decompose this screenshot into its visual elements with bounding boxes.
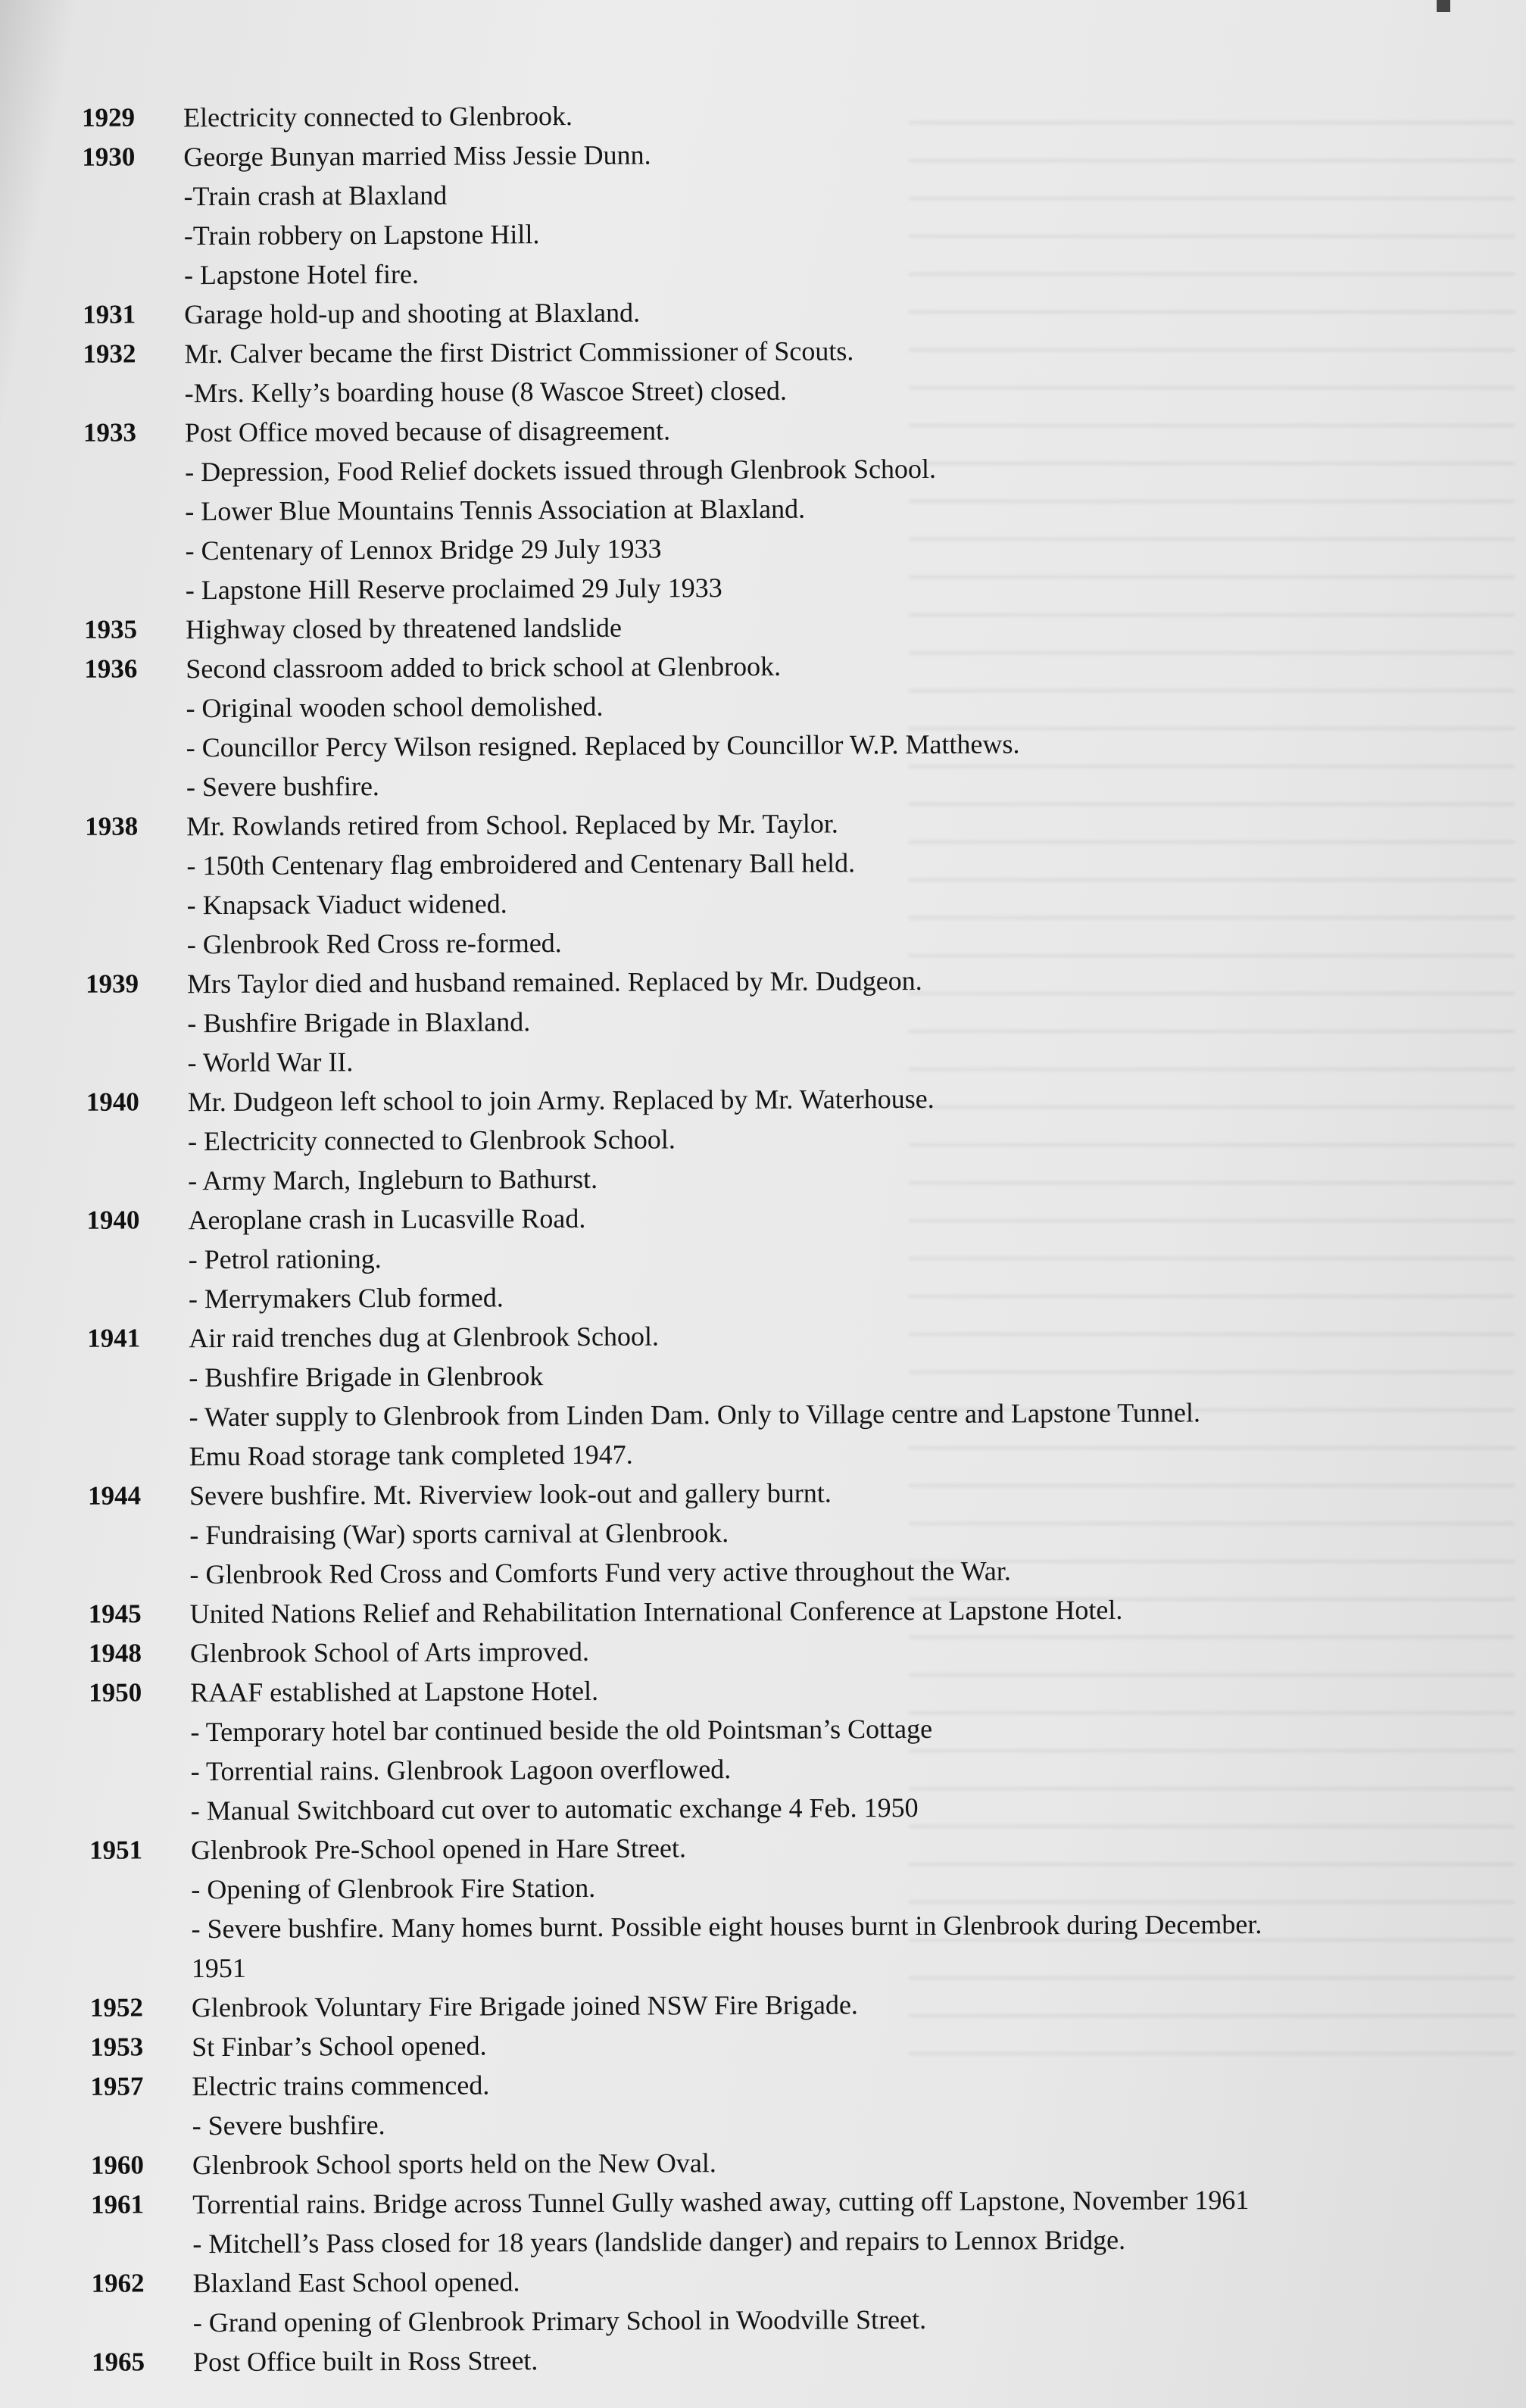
timeline-entry	[48, 801, 1503, 965]
entry-year: 1950	[89, 1677, 142, 1708]
entry-year: 1933	[83, 417, 137, 448]
entry-events	[192, 2140, 1509, 2185]
entry-events	[183, 132, 1500, 295]
timeline-entry	[46, 289, 1500, 335]
event-line: - Torrential rains. Glenbrook Lagoon overflowed.	[190, 1754, 732, 1787]
event-line: - Severe bushfire.	[186, 771, 379, 803]
event-line: Electric trains commenced.	[192, 2070, 490, 2102]
entry-events	[190, 1589, 1506, 1634]
event-line: Glenbrook Pre-School opened in Hare Street.	[191, 1833, 687, 1866]
event-line: - Glenbrook Red Cross re-formed.	[186, 928, 562, 960]
event-line: Mr. Calver became the first District Commissioner of Scouts.	[184, 335, 854, 370]
event-line: - Lower Blue Mountains Tennis Association at Blaxland.	[185, 493, 806, 527]
entry-year: 1938	[85, 811, 139, 841]
event-line: Second classroom added to brick school at Glenbrook.	[186, 650, 782, 685]
entry-events	[192, 2022, 1508, 2067]
timeline-list	[45, 92, 1509, 2382]
timeline-entry	[45, 92, 1499, 138]
timeline-entry	[55, 2179, 1509, 2264]
event-line: - Opening of Glenbrook Fire Station.	[191, 1872, 596, 1905]
entry-events	[186, 801, 1503, 965]
entry-year: 1930	[82, 142, 136, 172]
event-line: Mr. Dudgeon left school to join Army. Replaced by Mr. Waterhouse.	[187, 1083, 935, 1118]
entry-events	[188, 1195, 1505, 1319]
event-line: - Merrymakers Club formed.	[188, 1282, 504, 1315]
entry-year: 1945	[88, 1599, 142, 1629]
event-line: - Severe bushfire. Many homes burnt. Possible eight houses burnt in Glenbrook during December.	[191, 1909, 1262, 1945]
timeline-entry	[55, 2140, 1509, 2185]
timeline-entry	[46, 329, 1500, 413]
event-line: - Glenbrook Red Cross and Comforts Fund very active throughout the War.	[189, 1555, 1011, 1590]
timeline-entry	[51, 1471, 1506, 1595]
entry-events	[190, 1628, 1506, 1673]
event-line: RAAF established at Lapstone Hotel.	[190, 1675, 599, 1708]
timeline-entry	[55, 2258, 1509, 2343]
event-line: Electricity connected to Glenbrook.	[183, 100, 573, 133]
entry-year: 1940	[86, 1087, 139, 1117]
event-line: Glenbrook Voluntary Fire Brigade joined NSW Fire Brigade.	[191, 1989, 858, 2023]
entry-events	[186, 604, 1502, 650]
event-line: - Water supply to Glenbrook from Linden Dam. Only to Village centre and Lapstone Tunnel.	[189, 1397, 1201, 1433]
entry-events	[184, 289, 1500, 335]
entry-year: 1952	[89, 1992, 144, 2023]
event-line: - Grand opening of Glenbrook Primary School in Woodville Street.	[192, 2304, 927, 2338]
entry-year: 1941	[87, 1323, 141, 1353]
entry-events	[191, 1825, 1508, 1988]
event-line: Post Office built in Ross Street.	[192, 2345, 538, 2378]
event-line: - Bushfire Brigade in Blaxland.	[187, 1006, 531, 1039]
event-line: Glenbrook School of Arts improved.	[189, 1636, 589, 1669]
entry-year: 1935	[83, 614, 138, 644]
entry-year: 1960	[90, 2150, 144, 2180]
timeline-entry	[54, 2022, 1508, 2067]
timeline-entry	[50, 1195, 1505, 1319]
event-line: - Fundraising (War) sports carnival at Glenbrook.	[189, 1517, 729, 1551]
event-line: - Mitchell’s Pass closed for 18 years (landslide danger) and repairs to Lennox Bridge.	[192, 2224, 1126, 2260]
corner-mark	[1437, 0, 1450, 12]
entry-year: 1951	[89, 1835, 143, 1865]
entry-events	[187, 959, 1504, 1083]
event-line: Mrs Taylor died and husband remained. Replaced by Mr. Dudgeon.	[187, 965, 922, 1000]
timeline-entry	[53, 1825, 1508, 1988]
entry-events	[186, 644, 1503, 807]
entry-events	[192, 2061, 1508, 2146]
entry-events	[192, 2258, 1509, 2343]
entry-year: 1939	[86, 969, 139, 999]
event-line: Post Office moved because of disagreement.	[184, 415, 671, 448]
event-line: - Petrol rationing.	[188, 1243, 382, 1275]
timeline-entry	[51, 1313, 1506, 1477]
event-line: - Severe bushfire.	[192, 2110, 385, 2141]
entry-year: 1962	[91, 2268, 145, 2298]
event-line: 1951	[191, 1952, 246, 1984]
entry-events	[189, 1313, 1506, 1477]
event-line: -Train crash at Blaxland	[183, 179, 448, 212]
entry-year: 1953	[90, 2032, 144, 2062]
event-line: - Original wooden school demolished.	[186, 691, 604, 724]
event-line: - 150th Centenary flag embroidered and Centenary Ball held.	[186, 847, 856, 881]
event-line: Severe bushfire. Mt. Riverview look-out and gallery burnt.	[189, 1477, 832, 1511]
event-line: St Finbar’s School opened.	[192, 2030, 487, 2063]
event-line: Emu Road storage tank completed 1947.	[189, 1439, 633, 1472]
entry-events	[190, 1667, 1507, 1831]
entry-year: 1940	[86, 1205, 140, 1235]
event-line: - Centenary of Lennox Bridge 29 July 1933	[185, 533, 662, 566]
event-line: -Mrs. Kelly’s boarding house (8 Wascoe Street) closed.	[184, 375, 788, 409]
timeline-entry	[47, 407, 1502, 610]
entry-year: 1948	[88, 1638, 142, 1668]
timeline-entry	[48, 644, 1503, 807]
event-line: Glenbrook School sports held on the New Oval.	[192, 2148, 716, 2181]
event-line: United Nations Relief and Rehabilitation International Conference at Lapstone Hotel.	[189, 1594, 1123, 1630]
entry-events	[193, 2337, 1509, 2382]
entry-events	[189, 1471, 1506, 1595]
event-line: - World War II.	[187, 1046, 354, 1078]
event-line: - Lapstone Hotel fire.	[183, 258, 419, 291]
event-line: - Temporary hotel bar continued beside the old Pointsman’s Cottage	[190, 1713, 933, 1748]
timeline-entry	[52, 1628, 1506, 1673]
entry-events	[188, 1077, 1505, 1201]
event-line: - Depression, Food Relief dockets issued through Glenbrook School.	[185, 453, 937, 488]
timeline-entry	[52, 1667, 1507, 1831]
event-line: - Army March, Ingleburn to Bathurst.	[188, 1163, 598, 1196]
timeline-entry	[52, 1589, 1506, 1634]
event-line: Air raid trenches dug at Glenbrook School.	[189, 1321, 660, 1354]
entry-year: 1929	[82, 102, 136, 133]
event-line: -Train robbery on Lapstone Hill.	[183, 219, 540, 251]
timeline-entry	[54, 1982, 1508, 2028]
entry-year: 1965	[91, 2347, 145, 2377]
event-line: Torrential rains. Bridge across Tunnel Gully washed away, cutting off Lapstone, November 1961	[192, 2185, 1250, 2220]
entry-events	[184, 329, 1500, 413]
event-line: Mr. Rowlands retired from School. Replaced by Mr. Taylor.	[186, 808, 838, 842]
timeline-entry	[48, 604, 1502, 650]
timeline-entry	[49, 959, 1504, 1083]
event-line: Aeroplane crash in Lucasville Road.	[188, 1202, 586, 1236]
event-line: Garage hold-up and shooting at Blaxland.	[184, 297, 641, 330]
entry-year: 1957	[90, 2071, 144, 2101]
event-line: - Manual Switchboard cut over to automatic exchange 4 Feb. 1950	[190, 1792, 919, 1826]
event-line: - Knapsack Viaduct widened.	[186, 888, 507, 921]
event-line: George Bunyan married Miss Jessie Dunn.	[183, 139, 651, 173]
timeline-entry	[50, 1077, 1505, 1201]
entry-year: 1961	[91, 2189, 145, 2219]
entry-year: 1931	[83, 299, 136, 329]
event-line: - Electricity connected to Glenbrook School.	[187, 1124, 676, 1157]
entry-events	[183, 92, 1499, 138]
event-line: Highway closed by threatened landslide	[185, 612, 622, 645]
entry-year: 1944	[87, 1480, 142, 1511]
entry-events	[185, 407, 1502, 610]
entry-events	[192, 1982, 1508, 2028]
entry-year: 1936	[84, 653, 138, 684]
event-line: - Bushfire Brigade in Glenbrook	[189, 1361, 544, 1393]
entry-events	[192, 2179, 1509, 2264]
timeline-entry	[55, 2337, 1509, 2382]
timeline-entry	[54, 2061, 1508, 2146]
entry-year: 1932	[83, 338, 136, 369]
timeline-entry	[45, 132, 1500, 295]
event-line: - Councillor Percy Wilson resigned. Replaced by Councillor W.P. Matthews.	[186, 728, 1020, 763]
event-line: - Lapstone Hill Reserve proclaimed 29 July 1933	[185, 572, 722, 606]
event-line: Blaxland East School opened.	[192, 2266, 520, 2299]
